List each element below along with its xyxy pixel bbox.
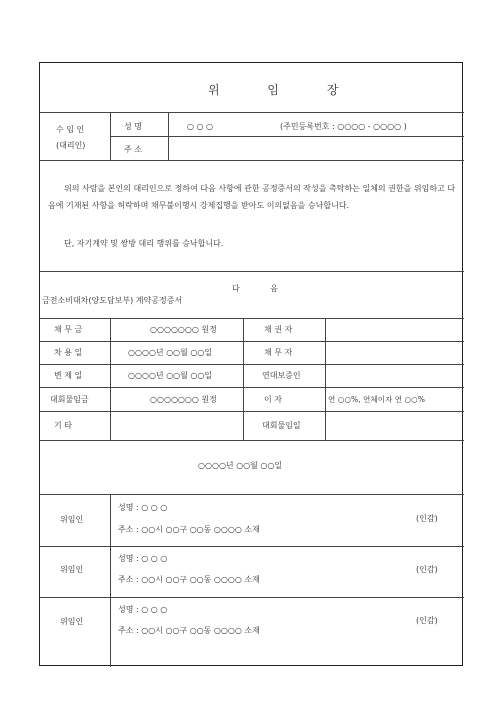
authorization-paragraph: 위의 사람을 본인의 대리인으로 정하여 다음 사항에 관한 공정증서의 작성을 촉탁하는 일체의 권한을 위임하고 다음에 기재된 사항을 허락하며 채무불이행시 강제집행을 받아도 이의없음을 승낙합니다. bbox=[48, 184, 456, 210]
divider bbox=[110, 318, 111, 440]
divider bbox=[40, 597, 464, 598]
repayment-date-value: ○○○○년 ○○월 ○○일 bbox=[128, 371, 213, 380]
divider bbox=[40, 440, 464, 441]
other-label: 기 타 bbox=[54, 421, 72, 430]
interest-value: 연 ○○%, 연체이자 연 ○○% bbox=[328, 395, 426, 404]
interest-label: 이 자 bbox=[264, 395, 282, 404]
principal-address: 주소 : ○○시 ○○구 ○○동 ○○○○ 소재 bbox=[118, 626, 260, 635]
power-of-attorney-form bbox=[39, 62, 463, 666]
document-title: 위 임 장 bbox=[208, 83, 361, 97]
document-date: ○○○○년 ○○월 ○○일 bbox=[198, 461, 283, 470]
loan-date-label: 차 용 일 bbox=[54, 348, 83, 357]
rent-date-label: 대회물임일 bbox=[262, 421, 301, 430]
seal-mark: (인감) bbox=[416, 565, 438, 574]
agent-id-number: (주민등록번호 : ○○○○ - ○○○○ ) bbox=[280, 122, 407, 131]
divider bbox=[40, 364, 464, 365]
rent-amount-label: 대회물임금 bbox=[50, 395, 89, 404]
divider bbox=[40, 318, 464, 319]
name-label: 성 명 bbox=[124, 122, 142, 131]
debt-amount-label: 채 무 금 bbox=[54, 325, 83, 334]
debtor-label: 채 무 자 bbox=[264, 348, 293, 357]
divider bbox=[40, 411, 464, 412]
principal-address: 주소 : ○○시 ○○구 ○○동 ○○○○ 소재 bbox=[118, 575, 260, 584]
principal-address: 주소 : ○○시 ○○구 ○○동 ○○○○ 소재 bbox=[118, 525, 260, 534]
consent-paragraph: 단, 자기계약 및 쌍방 대리 행위를 승낙합니다. bbox=[64, 239, 224, 248]
repayment-date-label: 변 제 일 bbox=[54, 371, 83, 380]
principal-name: 성명 : ○ ○ ○ bbox=[118, 605, 168, 614]
debt-amount-value: ○○○○○○○ 원정 bbox=[150, 325, 217, 334]
agent-label-sub: (대리인) bbox=[56, 141, 86, 150]
divider bbox=[110, 494, 111, 667]
divider bbox=[40, 112, 464, 113]
principal-label: 위임인 bbox=[60, 515, 84, 524]
divider bbox=[40, 160, 464, 161]
divider bbox=[40, 546, 464, 547]
address-label: 주 소 bbox=[124, 145, 142, 154]
divider bbox=[243, 318, 244, 440]
agent-label: 수 임 인 bbox=[56, 125, 85, 134]
seal-mark: (인감) bbox=[416, 514, 438, 523]
rent-amount-value: ○○○○○○○ 원정 bbox=[150, 395, 217, 404]
divider bbox=[40, 341, 464, 342]
guarantor-label: 연대보증인 bbox=[262, 371, 301, 380]
loan-date-value: ○○○○년 ○○월 ○○일 bbox=[128, 348, 213, 357]
contract-subject: 금전소비대차(양도담보부) 계약공정증서 bbox=[42, 296, 183, 305]
principal-name: 성명 : ○ ○ ○ bbox=[118, 554, 168, 563]
divider bbox=[325, 318, 326, 440]
details-heading: 다 음 bbox=[232, 284, 292, 293]
principal-label: 위임인 bbox=[60, 565, 84, 574]
seal-mark: (인감) bbox=[416, 616, 438, 625]
agent-name-value: ○ ○ ○ bbox=[187, 122, 214, 131]
principal-label: 위임인 bbox=[60, 617, 84, 626]
divider bbox=[40, 271, 464, 272]
divider bbox=[40, 387, 464, 388]
principal-name: 성명 : ○ ○ ○ bbox=[118, 503, 168, 512]
divider bbox=[110, 136, 464, 137]
creditor-label: 채 권 자 bbox=[264, 325, 293, 334]
divider bbox=[40, 494, 464, 495]
